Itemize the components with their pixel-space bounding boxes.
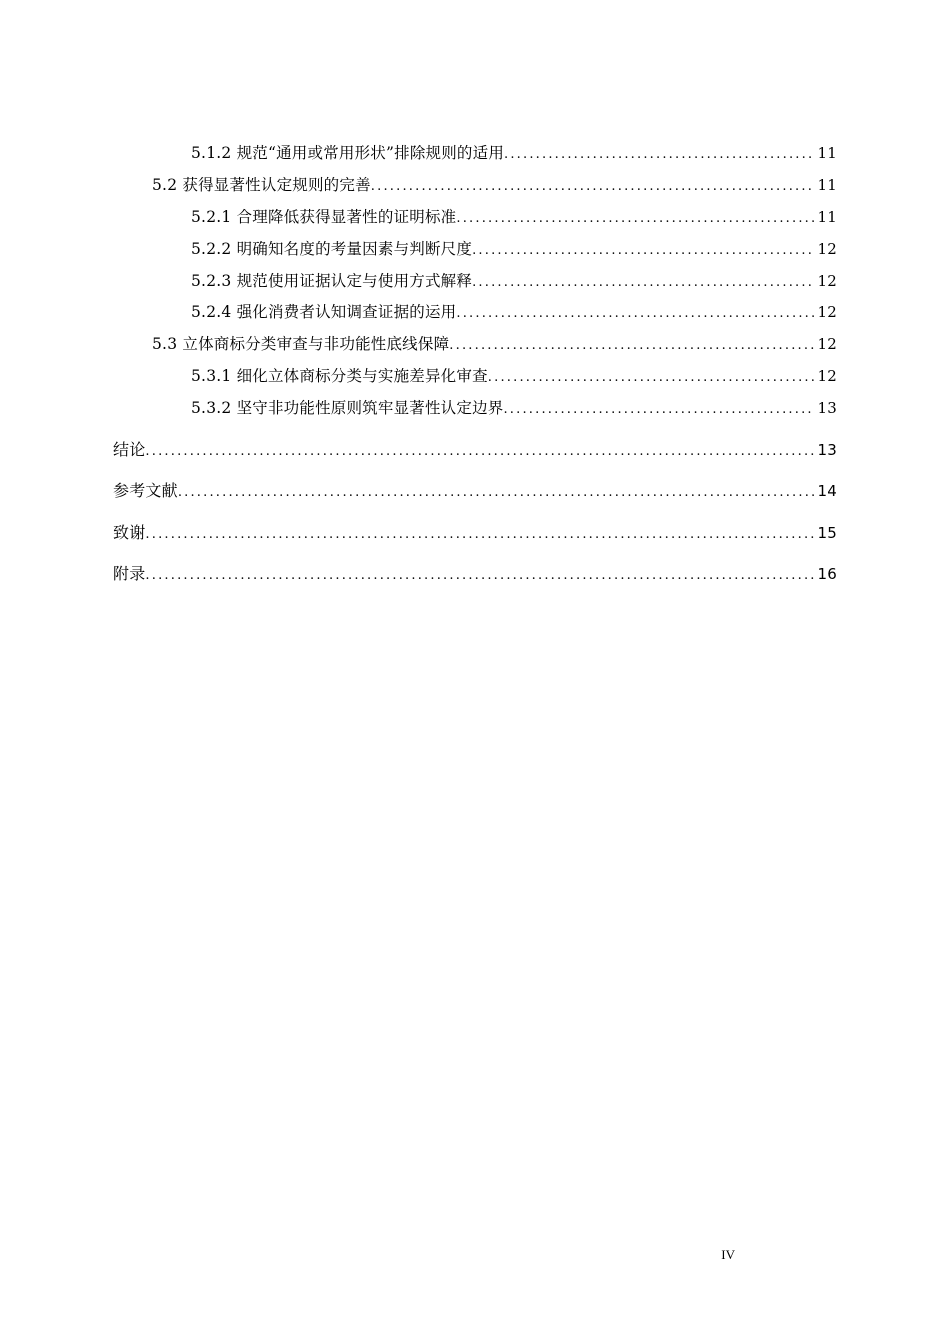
toc-leader-dots (488, 367, 815, 389)
toc-leader-dots (145, 524, 815, 546)
toc-entry-5-2-3[interactable] (191, 270, 837, 292)
toc-entry-title: 5.2.3 规范使用证据认定与使用方式解释 (191, 272, 473, 290)
toc-entry-title: 5.1.2 规范“通用或常用形状”排除规则的适用 (191, 144, 505, 162)
toc-entry-title: 5.2.2 明确知名度的考量因素与判断尺度 (191, 240, 473, 258)
toc-entry-title: 致谢 (113, 523, 146, 542)
toc-entry-title: 5.2 获得显著性认定规则的完善 (152, 176, 371, 194)
toc-leader-dots (371, 176, 815, 198)
toc-entry-page: 11 (817, 208, 837, 226)
toc-entry-page: 11 (817, 176, 837, 194)
page-number: IV (721, 1247, 735, 1262)
toc-leader-dots (504, 144, 815, 166)
toc-leader-dots (449, 335, 815, 357)
toc-entry-page: 16 (817, 565, 837, 583)
toc-leader-dots (472, 272, 815, 294)
toc-entry-page: 12 (817, 335, 837, 353)
toc-entry-page: 13 (817, 399, 837, 417)
toc-entry-appendix[interactable] (113, 563, 837, 585)
toc-leader-dots (472, 240, 815, 262)
toc-entry-5-3[interactable] (152, 333, 837, 355)
toc-entry-page: 13 (817, 441, 837, 459)
toc-entry-title: 5.2.4 强化消费者认知调查证据的运用 (191, 303, 457, 321)
toc-entry-5-2-2[interactable] (191, 238, 837, 260)
toc-entry-5-3-1[interactable] (191, 365, 837, 387)
toc-entry-5-2[interactable] (152, 174, 837, 196)
toc-entry-title: 5.3.1 细化立体商标分类与实施差异化审查 (191, 367, 488, 385)
toc-entry-page: 12 (817, 367, 837, 385)
toc-entry-page: 15 (817, 524, 837, 542)
toc-entry-5-1-2[interactable] (191, 142, 837, 164)
toc-leader-dots (145, 565, 815, 587)
toc-entry-title: 5.2.1 合理降低获得显著性的证明标准 (191, 208, 457, 226)
toc-leader-dots (178, 482, 815, 504)
toc-entry-page: 12 (817, 240, 837, 258)
toc-entry-title: 5.3 立体商标分类审查与非功能性底线保障 (152, 335, 450, 353)
toc-leader-dots (456, 303, 815, 325)
toc-entry-acknowledgements[interactable] (113, 522, 837, 544)
toc-entry-title: 5.3.2 坚守非功能性原则筑牢显著性认定边界 (191, 399, 504, 417)
toc-entry-title: 附录 (113, 564, 146, 583)
toc-entry-5-2-4[interactable] (191, 301, 837, 323)
toc-entry-conclusion[interactable] (113, 439, 837, 461)
toc-entry-page: 12 (817, 303, 837, 321)
toc-entry-title: 参考文献 (113, 481, 178, 500)
toc-entry-page: 14 (817, 482, 837, 500)
toc-entry-page: 12 (817, 272, 837, 290)
toc-leader-dots (456, 208, 815, 230)
toc-entry-5-3-2[interactable] (191, 397, 837, 419)
toc-leader-dots (145, 441, 815, 463)
toc-entry-references[interactable] (113, 480, 837, 502)
toc-leader-dots (503, 399, 815, 421)
toc-entry-page: 11 (817, 144, 837, 162)
toc-entry-5-2-1[interactable] (191, 206, 837, 228)
toc-entry-title: 结论 (113, 440, 146, 459)
